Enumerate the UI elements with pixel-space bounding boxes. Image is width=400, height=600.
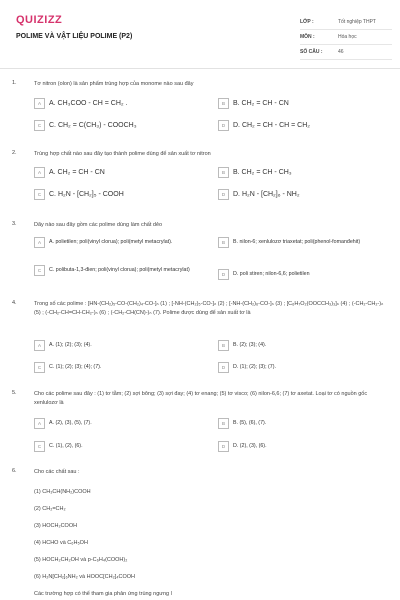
question-3: [12, 221, 392, 289]
meta-label: MÔN :: [300, 34, 315, 40]
option-letter-box: C: [34, 441, 45, 452]
option-text: B. (2); (3); (4).: [233, 341, 267, 348]
question-number: 6.: [12, 468, 17, 474]
question-number: 4.: [12, 300, 17, 306]
option-letter-box: B: [218, 167, 229, 178]
option-a[interactable]: [34, 237, 210, 248]
option-text: B. CH₂ = CH - CN: [233, 99, 289, 107]
quizizz-logo: QUIZIZZ: [16, 14, 63, 26]
meta-label: SỐ CÂU :: [300, 49, 323, 55]
option-a[interactable]: [34, 167, 210, 178]
question-number: 3.: [12, 221, 17, 227]
option-letter-box: B: [218, 340, 229, 351]
question-number: 5.: [12, 390, 17, 396]
option-d[interactable]: [218, 269, 394, 280]
list-item: (5) HOCH₂CH₂OH và p-C₆H₄(COOH)₂: [34, 557, 128, 563]
list-item: (3) HOCH₂COOH: [34, 523, 78, 529]
option-text: D. poli stiren; nilon-6,6; polietilen: [233, 270, 310, 277]
option-text: B. nilon-6; xenlulozơ triaxetat; poli(phenol-fomanđehit): [233, 238, 361, 245]
question-text: Cho các chất sau :: [34, 469, 80, 475]
list-item: (2) CH₂=CH₂: [34, 506, 66, 512]
meta-row-count: [300, 45, 392, 60]
question-number: 1.: [12, 80, 17, 86]
option-text: D. CH₂ = CH - CH = CH₂: [233, 121, 310, 129]
question-number: 2.: [12, 150, 17, 156]
question-1: [12, 80, 392, 140]
option-text: C. CH₂ = C(CH₃) - COOCH₃: [49, 121, 137, 129]
option-a[interactable]: [34, 98, 210, 109]
option-letter-box: A: [34, 237, 45, 248]
list-item: (6) H₂N[CH₂]₆NH₂ và HOOC[CH₂]₄COOH: [34, 574, 136, 580]
option-a[interactable]: [34, 340, 210, 351]
option-d[interactable]: [218, 120, 394, 131]
question-text: Trùng hợp chất nào sau đây tạo thành polime dùng để sản xuất tơ nitron: [34, 151, 211, 157]
list-item: (1) CH₃CH(NH₂)COOH: [34, 489, 91, 495]
option-letter-box: D: [218, 120, 229, 131]
option-d[interactable]: [218, 189, 394, 200]
option-text: A. (2), (3), (5), (7).: [49, 419, 92, 426]
option-letter-box: C: [34, 265, 45, 276]
option-d[interactable]: [218, 362, 394, 373]
question-4: [12, 300, 392, 380]
option-text: B. CH₂ = CH - CH₃: [233, 168, 292, 176]
option-letter-box: A: [34, 340, 45, 351]
option-b[interactable]: [218, 237, 394, 248]
question-5: [12, 390, 392, 460]
meta-table: [300, 15, 392, 60]
option-b[interactable]: [218, 340, 394, 351]
question-footer-text: Các trường hợp có thể tham gia phản ứng trùng ngưng l: [34, 591, 172, 597]
option-text: D. (2), (3), (6).: [233, 442, 267, 449]
page-title: POLIME VÀ VẬT LIỆU POLIME (P2): [16, 33, 133, 40]
question-text: Trong số các polime : [HN-(CH₂)₅-CO-(CH₂)₄-CO-]ₙ (1) ; [-NH-(CH₂)₅-CO-]ₙ (2) ; [-NH-(CH₂)₆-CO-]ₙ (3) ; [C₆H₇O₂(OOCCH₃)₃]ₙ (4) ; (-CH₂-CH₂-)ₙ (5) ; (-CH₂-CH=CH-CH₂-)ₙ (6) ; (-CH₂-CH(CN)-)ₙ (7). Polime được dùng để sản xuất tơ là: [34, 301, 384, 316]
meta-row-class: [300, 15, 392, 30]
option-c[interactable]: [34, 441, 210, 452]
option-letter-box: B: [218, 98, 229, 109]
option-b[interactable]: [218, 98, 394, 109]
meta-value: 46: [338, 49, 344, 55]
option-letter-box: D: [218, 269, 229, 280]
option-letter-box: B: [218, 418, 229, 429]
question-text: Cho các polime sau đây : (1) tơ tằm; (2) sợi bông; (3) sợi đay; (4) tơ enang; (5) tơ visco; (6) nilon-6,6; (7) tơ axetat. Loại tơ có nguồn gốc xenlulozơ là: [34, 391, 368, 406]
option-letter-box: C: [34, 189, 45, 200]
option-text: B. (5), (6), (7).: [233, 419, 267, 426]
option-b[interactable]: [218, 167, 394, 178]
option-letter-box: C: [34, 120, 45, 131]
meta-row-subject: [300, 30, 392, 45]
option-text: C. (1), (2), (6).: [49, 442, 83, 449]
option-text: A. CH₂ = CH - CN: [49, 168, 105, 176]
question-text: Dãy nào sau đây gồm các polime dùng làm chất dẻo: [34, 222, 163, 228]
option-letter-box: D: [218, 441, 229, 452]
question-text: Tơ nitron (olon) là sản phẩm trùng hợp của monome nào sau đây: [34, 81, 194, 87]
option-c[interactable]: [34, 120, 210, 131]
option-text: A. polietilen; poli(vinyl clorua); poli(metyl metacrylat).: [49, 238, 173, 245]
option-letter-box: C: [34, 362, 45, 373]
option-letter-box: A: [34, 418, 45, 429]
meta-value: Tốt nghiệp THPT: [338, 19, 376, 25]
meta-value: Hóa học: [338, 34, 357, 40]
option-text: D. (1); (2); (3); (7).: [233, 363, 276, 370]
option-c[interactable]: [34, 362, 210, 373]
meta-label: LỚP :: [300, 19, 314, 25]
option-text: C. polibuta-1,3-đien; poli(vinyl clorua); poli(metyl metacrylat): [49, 266, 190, 273]
option-d[interactable]: [218, 441, 394, 452]
option-text: C. (1); (2); (3); (4); (7).: [49, 363, 102, 370]
header-divider: [0, 68, 400, 69]
option-text: C. H₂N - [CH₂]₅ - COOH: [49, 190, 124, 198]
option-letter-box: A: [34, 167, 45, 178]
option-text: A. CH₃COO - CH = CH₂ .: [49, 99, 128, 107]
option-c[interactable]: [34, 189, 210, 200]
option-a[interactable]: [34, 418, 210, 429]
option-text: A. (1); (2); (3); (4).: [49, 341, 92, 348]
option-letter-box: D: [218, 362, 229, 373]
option-text: D. H₂N - [CH₂]₆ - NH₂: [233, 190, 300, 198]
option-letter-box: A: [34, 98, 45, 109]
option-letter-box: B: [218, 237, 229, 248]
option-letter-box: D: [218, 189, 229, 200]
question-2: [12, 150, 392, 208]
list-item: (4) HCHO và C₆H₅OH: [34, 540, 88, 546]
option-b[interactable]: [218, 418, 394, 429]
option-c[interactable]: [34, 265, 210, 276]
